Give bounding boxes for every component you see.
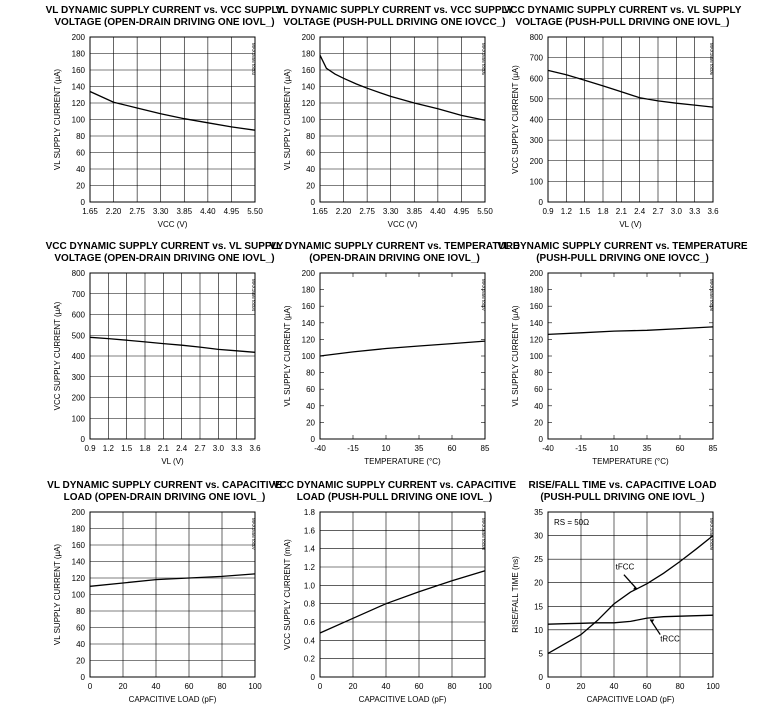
y-tick-label: 5 xyxy=(538,649,543,659)
y-tick-label: 0.6 xyxy=(303,618,315,627)
x-tick-label: 4.95 xyxy=(223,207,240,216)
y-tick-label: 700 xyxy=(529,53,543,63)
x-tick-label: 0 xyxy=(545,682,551,691)
series-line-vl xyxy=(320,55,485,120)
y-tick-label: 200 xyxy=(71,393,85,403)
plot-frame xyxy=(548,273,713,439)
y-tick-label: 20 xyxy=(534,578,543,588)
y-tick-label: 40 xyxy=(306,165,315,174)
chart-code: MAX1656 toc04 xyxy=(251,278,256,312)
y-tick-label: 20 xyxy=(76,656,85,666)
y-tick-label: 160 xyxy=(71,66,85,75)
y-tick-label: 25 xyxy=(534,555,543,565)
y-tick-label: 140 xyxy=(301,318,315,328)
x-tick-label: 3.3 xyxy=(689,207,701,216)
y-tick-label: 0 xyxy=(310,435,315,444)
y-tick-label: 60 xyxy=(534,385,543,395)
chart-title-line-1: VL DYNAMIC SUPPLY CURRENT vs. TEMPERATURE xyxy=(269,241,520,252)
x-tick-label: 3.6 xyxy=(707,207,719,216)
y-tick-label: 300 xyxy=(71,372,85,382)
annotation-trcc: tRCC xyxy=(660,634,680,644)
x-tick-label: 1.8 xyxy=(597,207,609,216)
x-tick-label: 60 xyxy=(642,682,652,691)
series-line-trcc xyxy=(548,615,713,624)
y-tick-label: 140 xyxy=(71,82,85,92)
y-tick-label: 0.2 xyxy=(303,654,315,664)
chart-title-line-2: VOLTAGE (PUSH-PULL DRIVING ONE IOVCC_) xyxy=(283,17,506,28)
x-tick-label: 0 xyxy=(317,682,323,691)
y-axis-label: RISE/FALL TIME (ns) xyxy=(511,556,520,633)
x-tick-label: 1.65 xyxy=(312,207,328,216)
x-tick-label: 5.50 xyxy=(477,207,493,216)
y-tick-label: 60 xyxy=(76,148,85,158)
chart-title-line-2: (PUSH-PULL DRIVING ONE IOVCC_) xyxy=(536,253,709,264)
chart-title-line-1: VCC DYNAMIC SUPPLY CURRENT vs. VL SUPPLY xyxy=(45,241,284,252)
x-tick-label: 3.3 xyxy=(231,444,243,453)
y-tick-label: 200 xyxy=(71,33,85,42)
y-tick-label: 10 xyxy=(534,625,543,635)
x-tick-label: 60 xyxy=(184,682,194,691)
y-tick-label: 120 xyxy=(529,335,543,345)
x-tick-label: 1.5 xyxy=(121,444,133,453)
x-tick-label: 35 xyxy=(414,444,424,453)
series-line-vl xyxy=(320,341,485,356)
chart-title-line-2: LOAD (PUSH-PULL DRIVING ONE IOVL_) xyxy=(296,492,493,503)
x-tick-label: 2.20 xyxy=(335,207,352,216)
x-tick-label: 3.85 xyxy=(406,207,423,216)
chart-1 xyxy=(46,5,284,229)
chart-title-line-1: VL DYNAMIC SUPPLY CURRENT vs. CAPACITIVE xyxy=(47,480,282,491)
y-tick-label: 400 xyxy=(529,115,543,125)
y-tick-label: 0 xyxy=(80,673,85,682)
chart-5 xyxy=(269,241,520,466)
chart-7 xyxy=(47,480,282,704)
y-tick-label: 100 xyxy=(71,414,85,424)
x-tick-label: 0.9 xyxy=(542,207,554,216)
y-tick-label: 60 xyxy=(306,385,315,395)
series-line-tfcc xyxy=(548,536,713,654)
y-tick-label: 40 xyxy=(76,640,85,649)
chart-6 xyxy=(497,241,748,466)
y-tick-label: 500 xyxy=(529,94,543,104)
chart-code: MAX1656 toc07 xyxy=(481,278,486,312)
x-tick-label: 60 xyxy=(675,444,685,453)
chart-9 xyxy=(511,480,720,704)
series-line-vl xyxy=(90,574,255,586)
x-tick-label: 80 xyxy=(675,682,685,691)
x-tick-label: 20 xyxy=(576,682,586,691)
chart-title-line-2: VOLTAGE (PUSH-PULL DRIVING ONE IOVL_) xyxy=(515,17,730,28)
y-tick-label: 0.8 xyxy=(303,599,315,609)
y-tick-label: 0 xyxy=(80,435,85,444)
y-tick-label: 180 xyxy=(301,285,315,295)
y-tick-label: 0 xyxy=(310,198,315,207)
x-tick-label: 20 xyxy=(118,682,128,691)
x-tick-label: 3.85 xyxy=(176,207,193,216)
y-tick-label: 100 xyxy=(301,115,315,125)
y-tick-label: 20 xyxy=(534,418,543,428)
y-axis-label: VCC SUPPLY CURRENT (µA) xyxy=(53,301,62,411)
y-tick-label: 0.4 xyxy=(303,636,315,646)
y-tick-label: 160 xyxy=(71,541,85,550)
y-tick-label: 600 xyxy=(71,310,85,320)
y-axis-label: VL SUPPLY CURRENT (µA) xyxy=(53,68,62,171)
y-tick-label: 0 xyxy=(538,198,543,207)
x-tick-label: 2.4 xyxy=(634,207,646,216)
x-tick-label: 100 xyxy=(248,682,262,691)
x-tick-label: 2.4 xyxy=(176,444,188,453)
y-tick-label: 200 xyxy=(529,269,543,278)
x-tick-label: 1.2 xyxy=(560,207,572,216)
y-tick-label: 400 xyxy=(71,352,85,361)
x-tick-label: 2.75 xyxy=(359,207,375,216)
x-tick-label: -40 xyxy=(542,444,554,453)
y-tick-label: 1.0 xyxy=(303,581,315,591)
series-line-vl xyxy=(548,327,713,335)
x-tick-label: -40 xyxy=(314,444,326,453)
chart-code: MAX1656 toc07 xyxy=(251,517,256,551)
x-tick-label: -15 xyxy=(575,444,587,453)
y-tick-label: 100 xyxy=(301,352,315,361)
y-tick-label: 100 xyxy=(71,590,85,600)
chart-title-line-1: VCC DYNAMIC SUPPLY CURRENT vs. CAPACITIVE xyxy=(272,480,517,491)
y-tick-label: 80 xyxy=(76,132,85,141)
y-tick-label: 120 xyxy=(71,574,85,583)
x-tick-label: 2.1 xyxy=(615,207,627,216)
y-tick-label: 180 xyxy=(529,285,543,295)
chart-code: MAX1656 toc06 xyxy=(709,42,714,76)
chart-4 xyxy=(46,241,284,466)
y-tick-label: 140 xyxy=(71,557,85,567)
x-tick-label: 100 xyxy=(706,682,720,691)
x-tick-label: 85 xyxy=(480,444,490,453)
y-tick-label: 20 xyxy=(306,181,315,191)
y-tick-label: 160 xyxy=(301,66,315,75)
x-tick-label: 40 xyxy=(151,682,161,691)
y-axis-label: VL SUPPLY CURRENT (µA) xyxy=(283,68,292,171)
y-tick-label: 300 xyxy=(529,136,543,146)
x-tick-label: 60 xyxy=(447,444,457,453)
x-tick-label: 2.7 xyxy=(652,207,664,216)
y-tick-label: 35 xyxy=(534,508,543,517)
y-tick-label: 500 xyxy=(71,331,85,341)
chart-code: MAX1656 toc08 xyxy=(709,278,714,312)
y-tick-label: 180 xyxy=(71,49,85,59)
y-tick-label: 700 xyxy=(71,289,85,299)
y-tick-label: 800 xyxy=(529,33,543,42)
y-axis-label: VL SUPPLY CURRENT (µA) xyxy=(53,543,62,646)
x-tick-label: 80 xyxy=(217,682,227,691)
y-tick-label: 800 xyxy=(71,269,85,278)
chart-title-line-1: RISE/FALL TIME vs. CAPACITIVE LOAD xyxy=(528,480,717,491)
x-tick-label: 2.75 xyxy=(129,207,145,216)
y-axis-label: VCC SUPPLY CURRENT (µA) xyxy=(511,65,520,174)
x-tick-label: 3.30 xyxy=(382,207,399,216)
plot-frame xyxy=(320,512,485,677)
chart-title-line-2: VOLTAGE (OPEN-DRAIN DRIVING ONE IOVL_) xyxy=(54,253,275,264)
x-tick-label: 35 xyxy=(642,444,652,453)
y-tick-label: 120 xyxy=(301,99,315,108)
x-tick-label: 2.1 xyxy=(157,444,169,453)
y-tick-label: 100 xyxy=(71,115,85,125)
chart-3 xyxy=(504,5,742,229)
x-tick-label: 4.40 xyxy=(200,207,216,216)
y-tick-label: 80 xyxy=(306,368,315,378)
x-tick-label: 10 xyxy=(609,444,619,453)
y-tick-label: 0 xyxy=(310,673,315,682)
series-line-vcc xyxy=(548,70,713,107)
x-tick-label: 80 xyxy=(447,682,457,691)
x-axis-label: CAPACITIVE LOAD (pF) xyxy=(128,695,217,704)
x-tick-label: 2.7 xyxy=(194,444,206,453)
y-tick-label: 200 xyxy=(71,508,85,517)
x-tick-label: 0 xyxy=(87,682,93,691)
y-tick-label: 1.6 xyxy=(303,526,315,536)
x-tick-label: 40 xyxy=(609,682,619,691)
chart-title-line-2: (OPEN-DRAIN DRIVING ONE IOVL_) xyxy=(309,253,480,264)
y-tick-label: 80 xyxy=(76,607,85,616)
x-axis-label: VL (V) xyxy=(619,220,642,229)
x-tick-label: 0.9 xyxy=(84,444,96,453)
x-axis-label: TEMPERATURE (°C) xyxy=(592,457,669,466)
x-tick-label: 40 xyxy=(381,682,391,691)
y-tick-label: 1.8 xyxy=(303,508,315,517)
x-axis-label: VL (V) xyxy=(161,457,184,466)
chart-title-line-1: VL DYNAMIC SUPPLY CURRENT vs. VCC SUPPLY xyxy=(45,5,284,16)
y-tick-label: 15 xyxy=(534,602,543,612)
x-axis-label: CAPACITIVE LOAD (pF) xyxy=(586,695,675,704)
chart-title-line-2: LOAD (OPEN-DRAIN DRIVING ONE IOVL_) xyxy=(63,492,266,503)
x-tick-label: 3.0 xyxy=(212,444,224,453)
y-tick-label: 180 xyxy=(71,524,85,534)
chart-8 xyxy=(273,480,517,704)
x-tick-label: 100 xyxy=(478,682,492,691)
y-tick-label: 1.4 xyxy=(303,544,315,554)
x-tick-label: 20 xyxy=(348,682,358,691)
chart-code: MAX1656 toc09 xyxy=(709,517,714,551)
y-tick-label: 140 xyxy=(301,82,315,92)
y-axis-label: VL SUPPLY CURRENT (µA) xyxy=(511,305,520,407)
y-tick-label: 120 xyxy=(301,335,315,345)
x-tick-label: 3.6 xyxy=(249,444,261,453)
y-tick-label: 100 xyxy=(529,177,543,187)
y-tick-label: 200 xyxy=(301,269,315,278)
y-tick-label: 20 xyxy=(76,181,85,191)
y-tick-label: 1.2 xyxy=(303,563,315,572)
series-line-vcc xyxy=(320,571,485,633)
x-axis-label: VCC (V) xyxy=(387,220,418,229)
x-tick-label: -15 xyxy=(347,444,359,453)
x-axis-label: CAPACITIVE LOAD (pF) xyxy=(358,695,447,704)
chart-title-line-2: (PUSH-PULL DRIVING ONE IOVL_) xyxy=(540,492,705,503)
chart-title-line-1: VL DYNAMIC SUPPLY CURRENT vs. TEMPERATURE xyxy=(497,241,748,252)
chart-title-line-1: VL DYNAMIC SUPPLY CURRENT vs. VCC SUPPLY xyxy=(275,5,514,16)
y-tick-label: 80 xyxy=(306,132,315,141)
x-axis-label: VCC (V) xyxy=(157,220,188,229)
y-tick-label: 160 xyxy=(301,302,315,312)
y-tick-label: 0 xyxy=(538,673,543,682)
annotation-tfcc: tFCC xyxy=(615,562,635,572)
chart-title-line-2: VOLTAGE (OPEN-DRAIN DRIVING ONE IOVL_) xyxy=(54,17,275,28)
y-tick-label: 80 xyxy=(534,368,543,378)
y-tick-label: 30 xyxy=(534,531,543,541)
y-tick-label: 200 xyxy=(301,33,315,42)
y-tick-label: 60 xyxy=(76,623,85,633)
y-tick-label: 40 xyxy=(76,165,85,174)
plot-frame xyxy=(320,273,485,439)
x-tick-label: 10 xyxy=(381,444,391,453)
x-tick-label: 2.20 xyxy=(105,207,122,216)
x-tick-label: 4.95 xyxy=(453,207,470,216)
plot-frame xyxy=(548,512,713,677)
x-tick-label: 3.30 xyxy=(152,207,169,216)
x-axis-label: TEMPERATURE (°C) xyxy=(364,457,441,466)
x-tick-label: 1.65 xyxy=(82,207,98,216)
y-axis-label: VL SUPPLY CURRENT (µA) xyxy=(283,305,292,407)
y-tick-label: 100 xyxy=(529,352,543,361)
y-tick-label: 140 xyxy=(529,318,543,328)
y-tick-label: 600 xyxy=(529,74,543,84)
y-tick-label: 120 xyxy=(71,99,85,108)
chart-code: MAX1656 toc08 xyxy=(481,517,486,551)
y-tick-label: 60 xyxy=(306,148,315,158)
x-tick-label: 4.40 xyxy=(430,207,446,216)
x-tick-label: 1.8 xyxy=(139,444,151,453)
chart-code: MAX1656 toc03 xyxy=(251,42,256,76)
y-tick-label: 0 xyxy=(538,435,543,444)
series-line-vl xyxy=(90,92,255,131)
x-tick-label: 85 xyxy=(708,444,718,453)
annotation-arrow-trcc xyxy=(650,619,660,634)
y-tick-label: 0 xyxy=(80,198,85,207)
series-line-vcc xyxy=(90,337,255,352)
y-tick-label: 40 xyxy=(534,401,543,411)
x-tick-label: 60 xyxy=(414,682,424,691)
x-tick-label: 3.0 xyxy=(670,207,682,216)
x-tick-label: 5.50 xyxy=(247,207,263,216)
annotation-rs: RS = 50Ω xyxy=(554,518,590,527)
chart-2 xyxy=(276,5,514,229)
x-tick-label: 1.2 xyxy=(102,444,114,453)
y-tick-label: 20 xyxy=(306,418,315,428)
x-tick-label: 1.5 xyxy=(579,207,591,216)
y-tick-label: 160 xyxy=(529,302,543,312)
y-tick-label: 200 xyxy=(529,156,543,166)
chart-code: MAX1656 toc05 xyxy=(481,42,486,76)
chart-title-line-1: VCC DYNAMIC SUPPLY CURRENT vs. VL SUPPLY xyxy=(503,5,742,16)
y-tick-label: 40 xyxy=(306,401,315,411)
y-axis-label: VCC SUPPLY CURRENT (mA) xyxy=(283,539,292,650)
y-tick-label: 180 xyxy=(301,49,315,59)
